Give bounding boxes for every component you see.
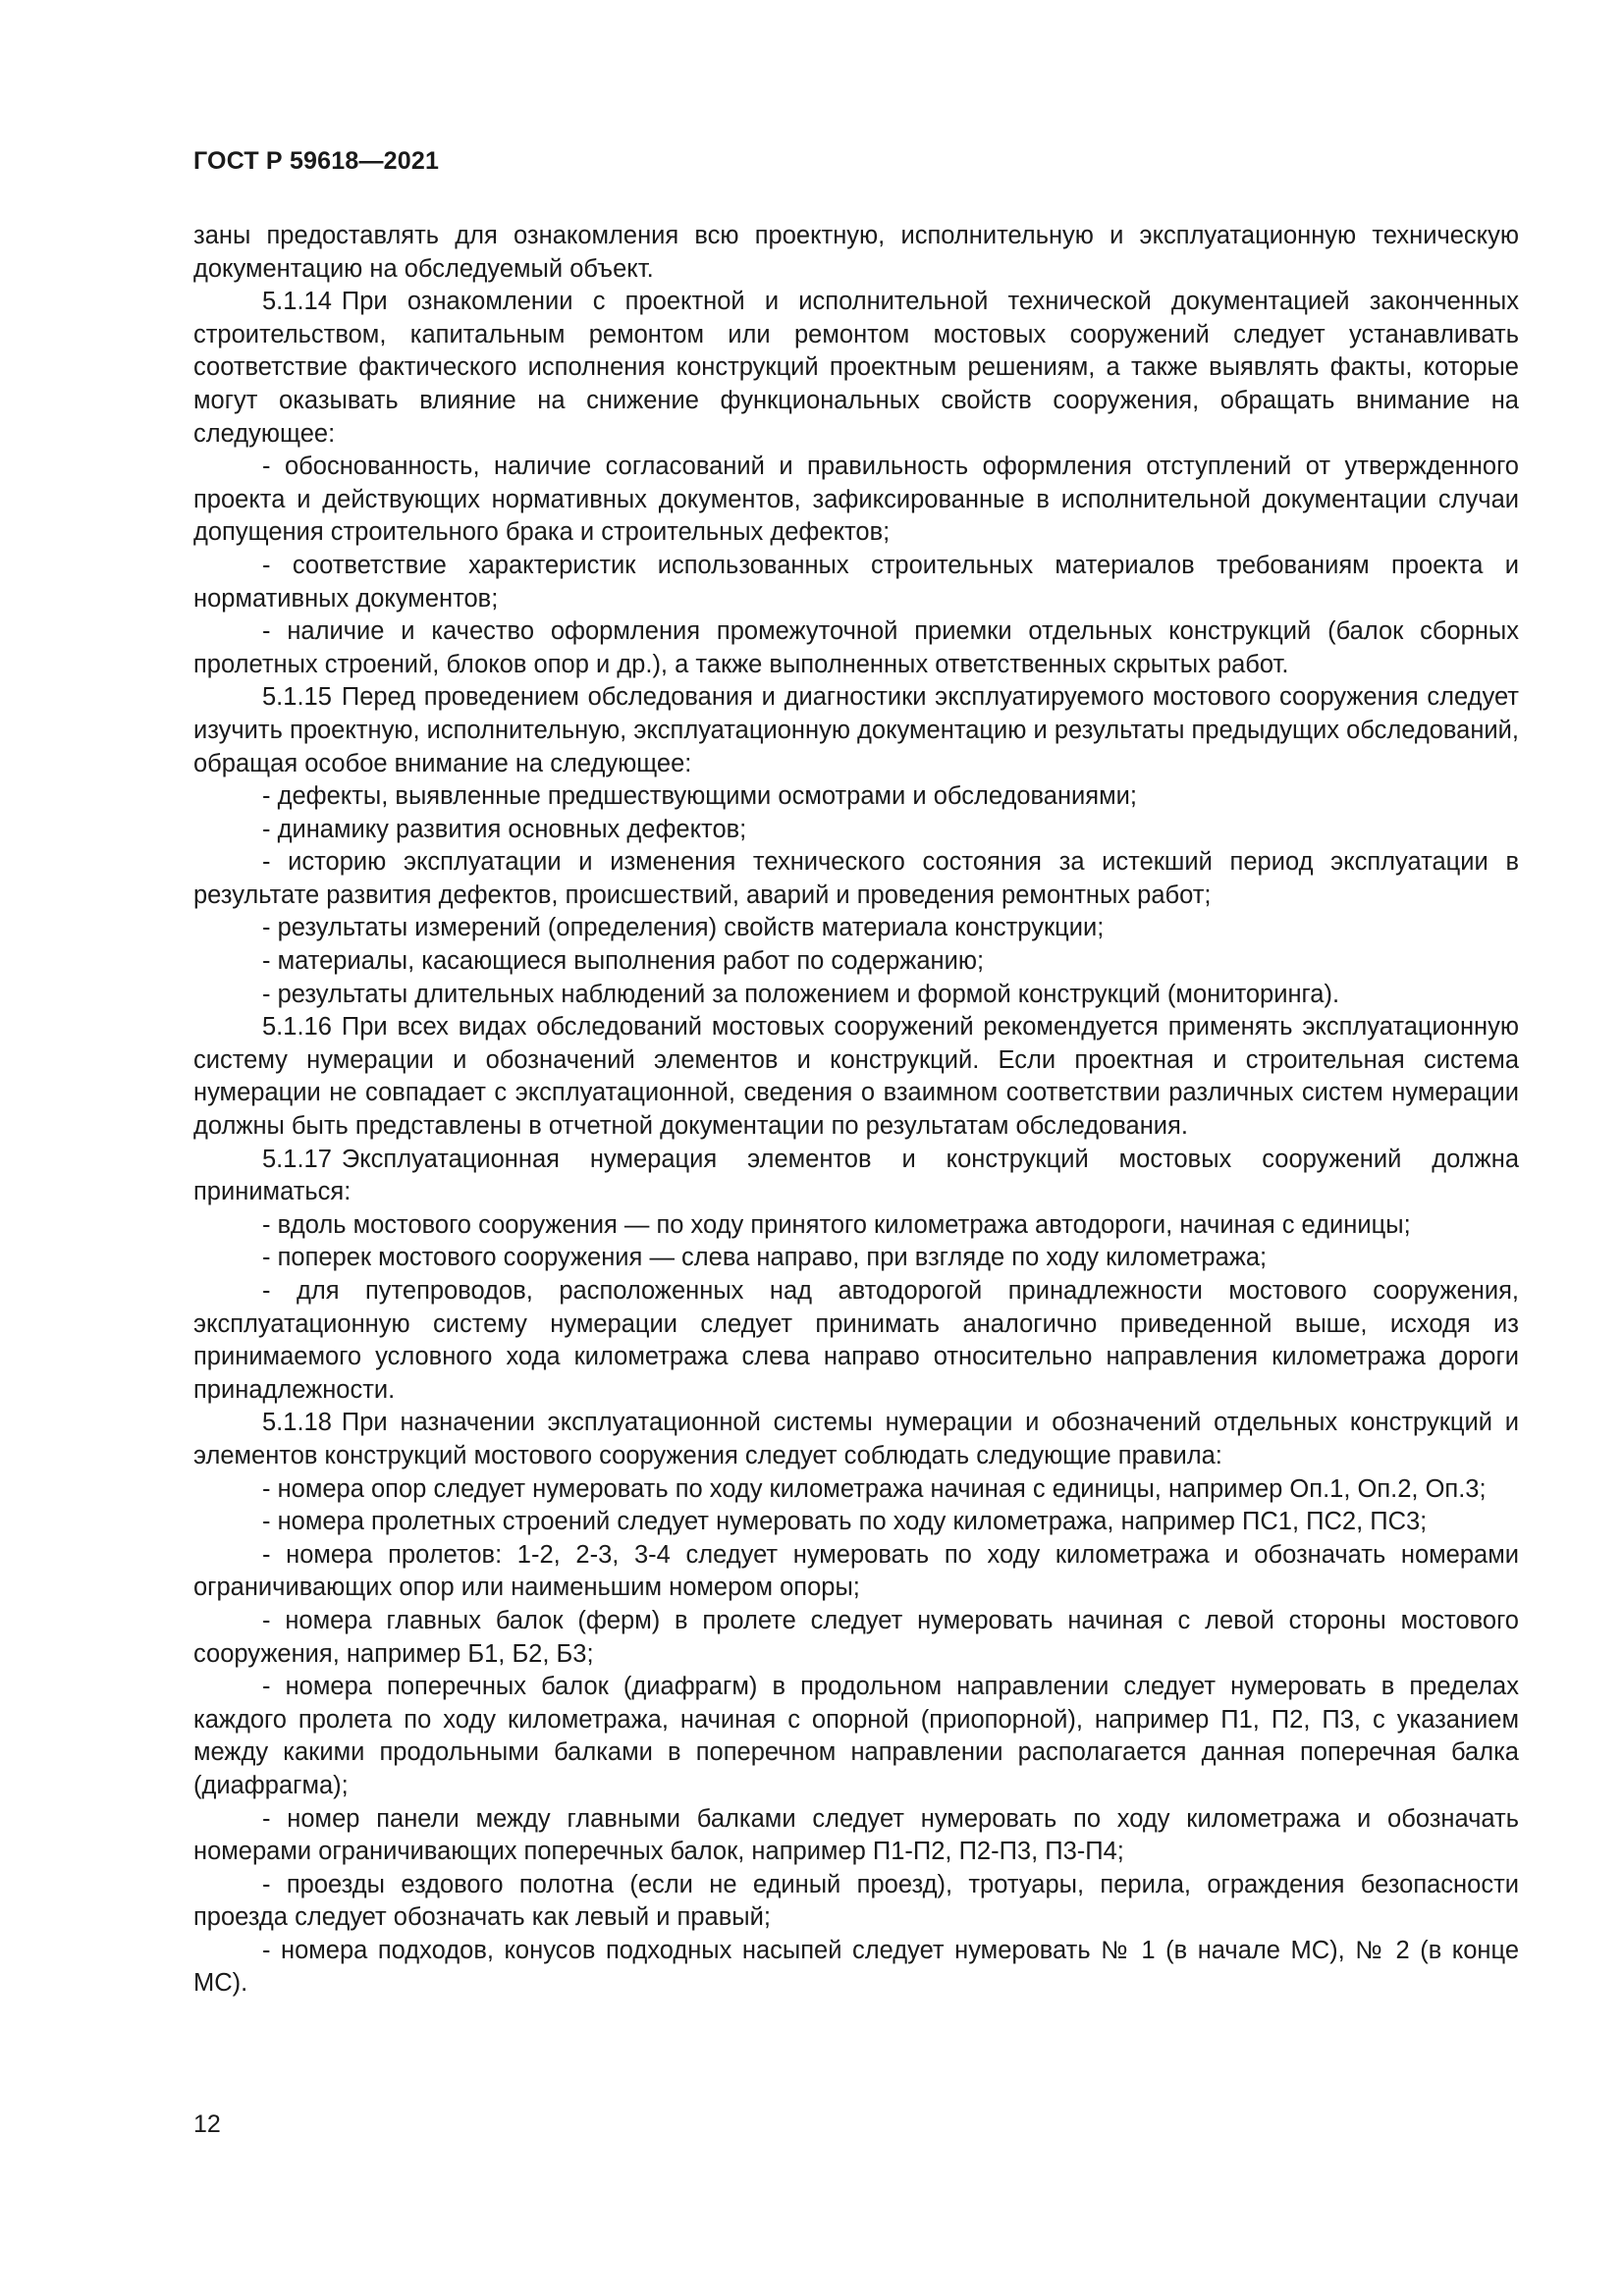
clause-number: 5.1.17 bbox=[262, 1145, 332, 1173]
list-item: - номера пролетных строений следует нумеровать по ходу километража, например ПС1, ПС2, ПС3; bbox=[262, 1508, 1428, 1536]
list-item: - номера опор следует нумеровать по ходу километража начиная с единицы, например Оп.1, Оп.2, Оп.3; bbox=[262, 1474, 1487, 1503]
list-item: - результаты измерений (определения) свойств материала конструкции; bbox=[262, 914, 1105, 942]
list-item: - номера подходов, конусов подходных насыпей следует нумеровать № 1 (в начале МС), № 2 (в конце МС). bbox=[193, 1936, 1519, 1998]
page-number: 12 bbox=[193, 2110, 221, 2138]
document-code-header: ГОСТ Р 59618—2021 bbox=[193, 147, 440, 175]
clause-number: 5.1.14 bbox=[262, 288, 332, 316]
clause-text: Перед проведением обследования и диагностики эксплуатируемого мостового сооружения следует изучить проектную, исполнительную, эксплуатационную документацию и результаты предыдущих обследований, обращая особое внимание на следующее: bbox=[193, 683, 1519, 777]
paragraph-continuation: заны предоставлять для ознакомления всю проектную, исполнительную и эксплуатационную техническую документацию на обследуемый объект. bbox=[193, 222, 1519, 283]
clause-number: 5.1.15 bbox=[262, 683, 332, 712]
clause-text: При назначении эксплуатационной системы нумерации и обозначений отдельных конструкций и элементов конструкций мостового сооружения следует соблюдать следующие правила: bbox=[193, 1409, 1519, 1469]
list-item: - дефекты, выявленные предшествующими осмотрами и обследованиями; bbox=[262, 782, 1137, 811]
list-item: - проезды ездового полотна (если не единый проезд), тротуары, перила, ограждения безопасности проезда следует обозначать как левый и правый; bbox=[193, 1870, 1519, 1932]
document-body bbox=[193, 220, 1519, 2001]
list-item: - номера поперечных балок (диафрагм) в продольном направлении следует нумеровать в пределах каждого пролета по ходу километража, начиная с опорной (приопорной), например П1, П2, П3, с указанием между какими продольными балками в поперечном направлении располагается данная поперечная балка (диафрагма); bbox=[193, 1673, 1519, 1799]
list-item: - поперек мостового сооружения — слева направо, при взгляде по ходу километража; bbox=[262, 1244, 1268, 1272]
clause-5-1-14 bbox=[193, 286, 1519, 451]
clause-text: Эксплуатационная нумерация элементов и конструкций мостовых сооружений должна приниматься: bbox=[193, 1145, 1519, 1206]
clause-number: 5.1.18 bbox=[262, 1409, 332, 1437]
list-item: - номера пролетов: 1-2, 2-3, 3-4 следует нумеровать по ходу километража и обозначать номерами ограничивающих опор или наименьшим номером опоры; bbox=[193, 1540, 1519, 1602]
clause-5-1-17 bbox=[193, 1144, 1519, 1209]
clause-5-1-16 bbox=[193, 1011, 1519, 1143]
clause-text: При ознакомлении с проектной и исполнительной технической документацией законченных строительством, капитальным ремонтом или ремонтом мостовых сооружений следует устанавливать соответствие фактического исполнения конструкций проектным решениям, а также выявлять факты, которые могут оказывать влияние на снижение функциональных свойств сооружения, обращать внимание на следующее: bbox=[193, 288, 1519, 448]
list-item: - для путепроводов, расположенных над автодорогой принадлежности мостового сооружения, эксплуатационную систему нумерации следует принимать аналогично приведенной выше, исходя из принимаемого условного хода километража слева направо относительно направления километража дороги принадлежности. bbox=[193, 1277, 1519, 1404]
list-item: - динамику развития основных дефектов; bbox=[262, 815, 747, 843]
list-item: - историю эксплуатации и изменения технического состояния за истекший период эксплуатации в результате развития дефектов, происшествий, аварий и проведения ремонтных работ; bbox=[193, 848, 1519, 909]
list-item: - наличие и качество оформления промежуточной приемки отдельных конструкций (балок сборных пролетных строений, блоков опор и др.), а также выполненных ответственных скрытых работ. bbox=[193, 617, 1519, 678]
list-item: - материалы, касающиеся выполнения работ по содержанию; bbox=[262, 947, 985, 976]
list-item: - соответствие характеристик использованных строительных материалов требованиям проекта и нормативных документов; bbox=[193, 551, 1519, 613]
list-item: - результаты длительных наблюдений за положением и формой конструкций (мониторинга). bbox=[262, 980, 1340, 1008]
list-item: - номер панели между главными балками следует нумеровать по ходу километража и обозначать номерами ограничивающих поперечных балок, например П1-П2, П2-П3, П3-П4; bbox=[193, 1804, 1519, 1866]
list-item: - обоснованность, наличие согласований и правильность оформления отступлений от утвержденного проекта и действующих нормативных документов, зафиксированные в исполнительной документации случаи допущения строительного брака и строительных дефектов; bbox=[193, 453, 1519, 547]
clause-text: При всех видах обследований мостовых сооружений рекомендуется применять эксплуатационную систему нумерации и обозначений элементов и конструкций. Если проектная и строительная система нумерации не совпадает с эксплуатационной, сведения о взаимном соответствии различных систем нумерации должны быть представлены в отчетной документации по результатам обследования. bbox=[193, 1013, 1519, 1141]
clause-5-1-18 bbox=[193, 1407, 1519, 1472]
clause-5-1-15 bbox=[193, 681, 1519, 780]
list-item: - вдоль мостового сооружения — по ходу принятого километража автодороги, начиная с единицы; bbox=[262, 1210, 1411, 1239]
list-item: - номера главных балок (ферм) в пролете следует нумеровать начиная с левой стороны мостового сооружения, например Б1, Б2, Б3; bbox=[193, 1606, 1519, 1668]
clause-number: 5.1.16 bbox=[262, 1013, 332, 1041]
